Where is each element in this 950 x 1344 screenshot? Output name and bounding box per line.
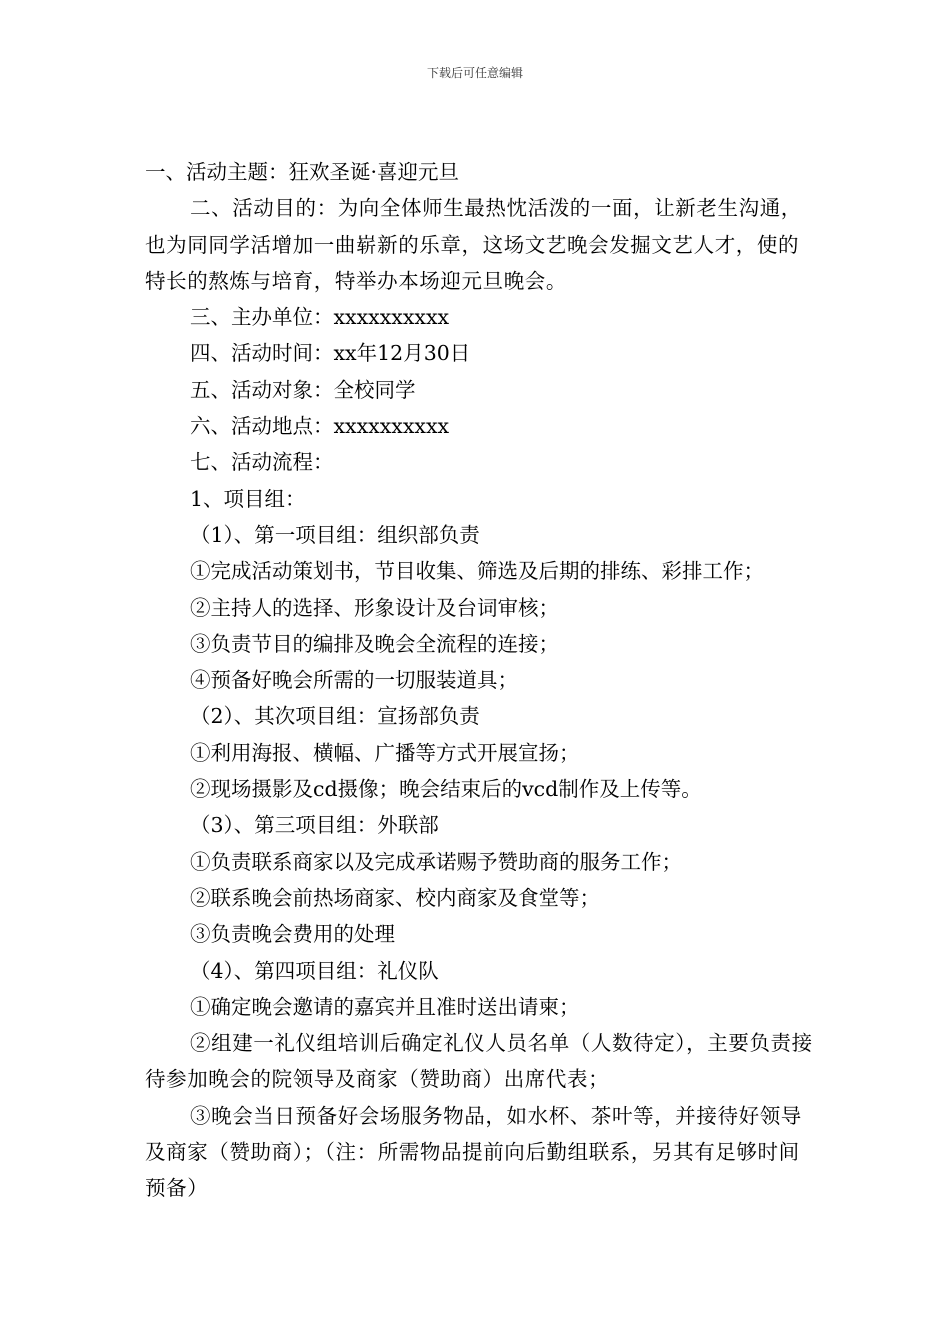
- paragraph-time: 四、活动时间：xx年12月30日: [190, 341, 471, 366]
- list-item: ③晚会当日预备好会场服务物品，如水杯、茶叶等，并接待好领导及商家（赞助商）；（注：所需物品提前向后勤组联系，另其有足够时间预备）: [145, 1103, 802, 1201]
- list-item: ②联系晚会前热场商家、校内商家及食堂等；: [190, 885, 600, 910]
- list-item: ④预备好晚会所需的一切服装道具；: [190, 668, 518, 693]
- paragraph-group-1: （1）、第一项目组：组织部负责: [190, 522, 480, 547]
- list-item: ③负责节目的编排及晚会全流程的连接；: [190, 631, 559, 656]
- list-item: ①确定晚会邀请的嘉宾并且准时送出请柬；: [190, 994, 580, 1019]
- paragraph-process-heading: 七、活动流程：: [190, 450, 334, 475]
- list-item: ②现场摄影及cd摄像；晚会结束后的vcd制作及上传等。: [190, 777, 702, 802]
- list-item: ②组建一礼仪组培训后确定礼仪人员名单（人数待定），主要负责接待参加晚会的院领导及商家（赞助商）出席代表；: [145, 1031, 813, 1092]
- list-item: ①负责联系商家以及完成承诺赐予赞助商的服务工作；: [190, 849, 682, 874]
- paragraph-group-3: （3）、第三项目组：外联部: [190, 813, 439, 838]
- paragraph-location: 六、活动地点：xxxxxxxxxx: [190, 414, 450, 439]
- paragraph-group-2: （2）、其次项目组：宣扬部负责: [190, 704, 480, 729]
- paragraph-purpose: 二、活动目的：为向全体师生最热忱活泼的一面，让新老生沟通，也为同同学活增加一曲崭新的乐章，这场文艺晚会发掘文艺人才，使的特长的熬炼与培育，特举办本场迎元旦晚会。: [145, 196, 802, 293]
- list-item: ②主持人的选择、形象设计及台词审核；: [190, 595, 559, 620]
- page-header-note: 下载后可任意编辑: [426, 66, 523, 80]
- list-item: ①完成活动策划书，节目收集、筛选及后期的排练、彩排工作；: [190, 559, 764, 584]
- document-body: [145, 154, 815, 1207]
- list-item: ③负责晚会费用的处理: [190, 922, 395, 947]
- paragraph-theme: 一、活动主题：狂欢圣诞·喜迎元旦: [145, 160, 460, 184]
- list-item: ①利用海报、横幅、广播等方式开展宣扬；: [190, 740, 580, 765]
- paragraph-organizer: 三、主办单位：xxxxxxxxxx: [190, 305, 450, 330]
- paragraph-project-groups: 1、项目组：: [190, 486, 306, 511]
- paragraph-group-4: （4）、第四项目组：礼仪队: [190, 958, 439, 983]
- paragraph-audience: 五、活动对象：全校同学: [190, 377, 416, 402]
